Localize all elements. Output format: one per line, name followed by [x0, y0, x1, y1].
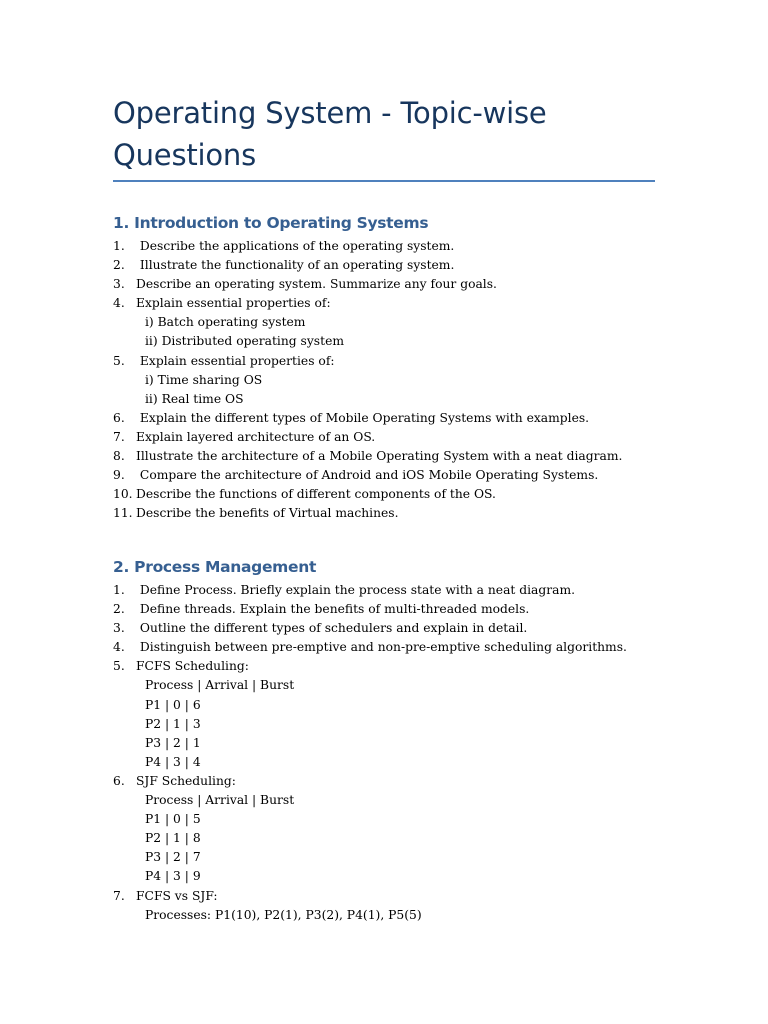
- question-text: Describe the benefits of Virtual machines.: [136, 506, 399, 521]
- question-item: [113, 466, 622, 485]
- question-text: Illustrate the architecture of a Mobile Operating System with a neat diagram.: [136, 449, 623, 464]
- question-text: FCFS Scheduling:: [136, 659, 249, 674]
- question-text: Explain the different types of Mobile Operating Systems with examples.: [136, 410, 590, 425]
- question-number: 2.: [113, 602, 125, 617]
- question-text: Compare the architecture of Android and iOS Mobile Operating Systems.: [136, 468, 599, 483]
- question-number: 4.: [113, 296, 125, 311]
- question-number: 5.: [113, 659, 125, 674]
- question-number: 8.: [113, 449, 125, 464]
- question-item: [113, 581, 627, 600]
- question-number: 5.: [113, 353, 125, 368]
- question-item: [113, 237, 622, 256]
- document-title: Operating System - Topic-wise Questions: [113, 96, 547, 172]
- question-text: Define threads. Explain the benefits of multi-threaded models.: [136, 602, 530, 617]
- question-subitem: Process | Arrival | Burst: [145, 678, 295, 693]
- question-subitem: P3 | 2 | 7: [145, 850, 201, 865]
- question-text: FCFS vs SJF:: [136, 888, 218, 903]
- question-item: [113, 887, 627, 906]
- question-subitem: P3 | 2 | 1: [145, 735, 201, 750]
- question-text: Describe an operating system. Summarize any four goals.: [136, 277, 497, 292]
- question-text: Outline the different types of schedulers and explain in detail.: [136, 621, 528, 636]
- question-item: [113, 504, 622, 523]
- question-subitem: ii) Distributed operating system: [145, 334, 345, 349]
- question-subitem: P2 | 1 | 8: [145, 831, 201, 846]
- question-number: 1.: [113, 239, 125, 253]
- question-subitem: P4 | 3 | 9: [145, 869, 201, 884]
- question-number: 9.: [113, 468, 125, 483]
- question-text: Describe the functions of different components of the OS.: [136, 487, 496, 502]
- question-number: 7.: [113, 429, 125, 444]
- question-text: Illustrate the functionality of an operating system.: [136, 258, 455, 273]
- question-item: [113, 275, 622, 294]
- question-item: [113, 294, 622, 313]
- question-item: [113, 485, 622, 504]
- question-number: 11.: [113, 506, 133, 521]
- question-subitem: P2 | 1 | 3: [145, 716, 201, 731]
- question-number: 2.: [113, 258, 125, 273]
- question-number: 6.: [113, 410, 125, 425]
- question-subitem: ii) Real time OS: [145, 391, 244, 406]
- question-subitem: P1 | 0 | 5: [145, 812, 201, 827]
- question-text: Explain essential properties of:: [136, 296, 331, 311]
- question-number: 4.: [113, 640, 125, 655]
- question-number: 3.: [113, 277, 125, 292]
- question-item: [113, 256, 622, 275]
- question-item: [113, 352, 622, 371]
- question-text: Define Process. Briefly explain the process state with a neat diagram.: [136, 583, 576, 597]
- question-text: Explain essential properties of:: [136, 353, 335, 368]
- question-text: Explain layered architecture of an OS.: [136, 429, 376, 444]
- question-item: [113, 428, 622, 447]
- question-list-intro: [113, 237, 622, 523]
- question-item: [113, 638, 627, 657]
- question-subitem: i) Batch operating system: [145, 315, 306, 330]
- question-item: [113, 600, 627, 619]
- question-text: Describe the applications of the operating system.: [136, 239, 455, 253]
- question-number: 10.: [113, 487, 133, 502]
- title-underline: [113, 180, 655, 182]
- question-subitem: P1 | 0 | 6: [145, 697, 201, 712]
- question-number: 1.: [113, 583, 125, 597]
- question-text: SJF Scheduling:: [136, 773, 236, 788]
- section-heading-intro: 1. Introduction to Operating Systems: [113, 214, 429, 232]
- question-item: [113, 772, 627, 791]
- question-subitem: Process | Arrival | Burst: [145, 793, 295, 808]
- question-number: 6.: [113, 773, 125, 788]
- question-item: [113, 447, 622, 466]
- question-item: [113, 619, 627, 638]
- section-heading-process: 2. Process Management: [113, 558, 317, 576]
- question-subitem: Processes: P1(10), P2(1), P3(2), P4(1), P5(5): [145, 907, 422, 922]
- question-subitem: i) Time sharing OS: [145, 372, 263, 387]
- question-number: 7.: [113, 888, 125, 903]
- question-list-process: [113, 581, 627, 925]
- question-item: [113, 409, 622, 428]
- question-subitem: P4 | 3 | 4: [145, 754, 201, 769]
- question-item: [113, 657, 627, 676]
- question-number: 3.: [113, 621, 125, 636]
- question-text: Distinguish between pre-emptive and non-pre-emptive scheduling algorithms.: [136, 640, 627, 655]
